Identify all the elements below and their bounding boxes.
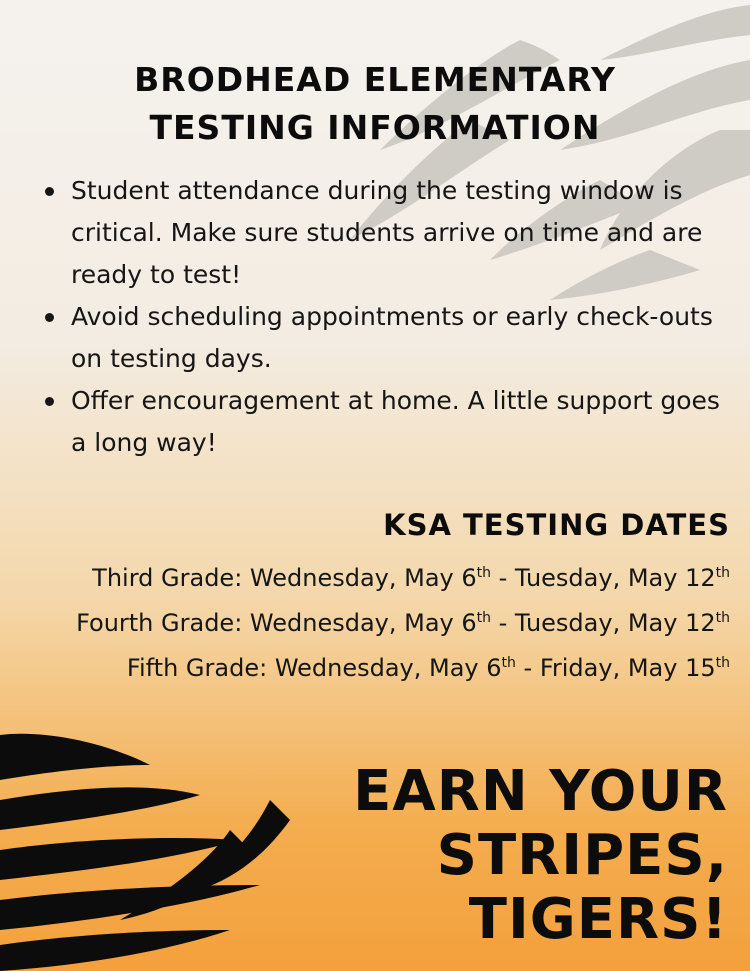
bullet-icon	[45, 313, 54, 322]
date-row-start-suffix: th	[501, 655, 516, 671]
date-row-start: Fifth Grade: Wednesday, May 6	[126, 654, 502, 682]
list-item-text: Avoid scheduling appointments or early check-outs on testing days.	[71, 302, 713, 373]
bullet-icon	[45, 187, 54, 196]
date-row	[76, 556, 730, 601]
date-row	[76, 646, 730, 691]
date-row-end-suffix: th	[715, 565, 730, 581]
date-row-start: Fourth Grade: Wednesday, May 6	[76, 609, 477, 637]
slogan-line-1: EARN YOUR	[353, 759, 728, 824]
date-row-end: - Tuesday, May 12	[491, 564, 716, 592]
title-line-2: TESTING INFORMATION	[149, 108, 601, 147]
tiger-stripes-black-decoration	[0, 720, 300, 971]
list-item-text: Student attendance during the testing window is critical. Make sure students arrive on time and are ready to test!	[71, 176, 703, 289]
date-row-end: - Tuesday, May 12	[491, 609, 716, 637]
date-row-start-suffix: th	[476, 610, 492, 626]
date-row	[76, 601, 730, 646]
slogan-line-3: TIGERS!	[468, 887, 728, 952]
title-line-1: BRODHEAD ELEMENTARY	[134, 60, 616, 99]
slogan-line-2: STRIPES,	[436, 823, 728, 888]
testing-dates-list	[76, 556, 730, 691]
page-title	[0, 56, 750, 152]
date-row-end: - Friday, May 15	[515, 654, 716, 682]
date-row-end-suffix: th	[715, 610, 730, 626]
bullet-icon	[45, 397, 54, 406]
list-item	[38, 170, 738, 296]
date-row-start-suffix: th	[476, 565, 492, 581]
slogan	[353, 760, 728, 952]
date-row-end-suffix: th	[715, 655, 730, 671]
list-item	[38, 380, 738, 464]
date-row-start: Third Grade: Wednesday, May 6	[92, 564, 477, 592]
list-item	[38, 296, 738, 380]
testing-dates-heading: KSA TESTING DATES	[383, 508, 730, 542]
list-item-text: Offer encouragement at home. A little support goes a long way!	[71, 386, 720, 457]
tips-list	[38, 170, 738, 464]
